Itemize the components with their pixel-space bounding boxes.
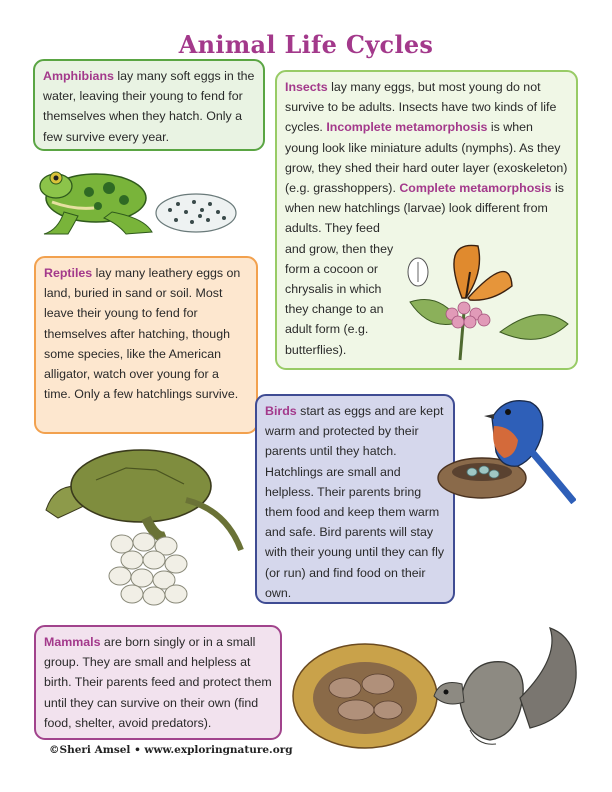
insects-heading: Insects	[285, 80, 328, 94]
mammals-heading: Mammals	[44, 635, 101, 649]
bluebird-nest-illustration	[428, 392, 576, 504]
incomplete-metamorphosis-term: Incomplete metamorphosis	[326, 120, 488, 135]
turtle-eggs-illustration	[36, 440, 248, 612]
reptiles-box	[34, 256, 258, 434]
squirrel-nest-illustration	[290, 618, 580, 758]
amphibians-heading: Amphibians	[43, 69, 114, 83]
birds-heading: Birds	[265, 404, 297, 418]
reptiles-heading: Reptiles	[44, 266, 93, 280]
copyright-footer: ©Sheri Amsel • www.exploringnature.org	[49, 744, 293, 756]
page-title: Animal Life Cycles	[178, 30, 434, 59]
reptiles-text: lay many leathery eggs on land, buried in sand or soil. Most leave their young to fend for themselves after hatching, though some species, like the American alligator, watch over young for a time. Only a few hatchlings survive.	[44, 266, 241, 402]
birds-text: start as eggs and are kept warm and protected by their parents until they hatch. Hatchlings are small and helpless. Their parents bring them food and keep them warm and safe. Bird parents will stay with their young until they can fly (or run) and find food on their own.	[265, 404, 445, 600]
insects-text-2: is when young look like miniature adults (nymphs). As they grow, they shed their hard outer layer (exoskeleton) (e.g. grasshoppers).	[285, 120, 568, 196]
insects-text-1: lay many eggs, but most young do not survive to be adults. Insects have two kinds of life cycles.	[285, 80, 557, 135]
frog-illustration	[34, 158, 159, 240]
amphibians-text: lay many soft eggs in the water, leaving their young to fend for themselves when they hatch. Only a few survive every year.	[43, 69, 255, 144]
amphibians-box	[33, 59, 265, 151]
butterfly-milkweed-illustration	[400, 232, 570, 362]
mammals-box	[34, 625, 282, 740]
birds-box	[255, 394, 455, 604]
mammals-text: are born singly or in a small group. They are small and helpless at birth. Their parents feed and protect them until they can survive on their own (find food, shelter, avoid predators).	[44, 635, 272, 730]
insects-text-4: and grow, then they form a cocoon or chrysalis in which they change to an adult form (e.g. butterflies).	[285, 241, 394, 357]
frog-eggs-illustration	[152, 190, 240, 236]
insects-text-3: is when new hatchlings (larvae) look different from adults. They feed	[285, 181, 564, 236]
complete-metamorphosis-term: Complete metamorphosis	[399, 181, 552, 196]
